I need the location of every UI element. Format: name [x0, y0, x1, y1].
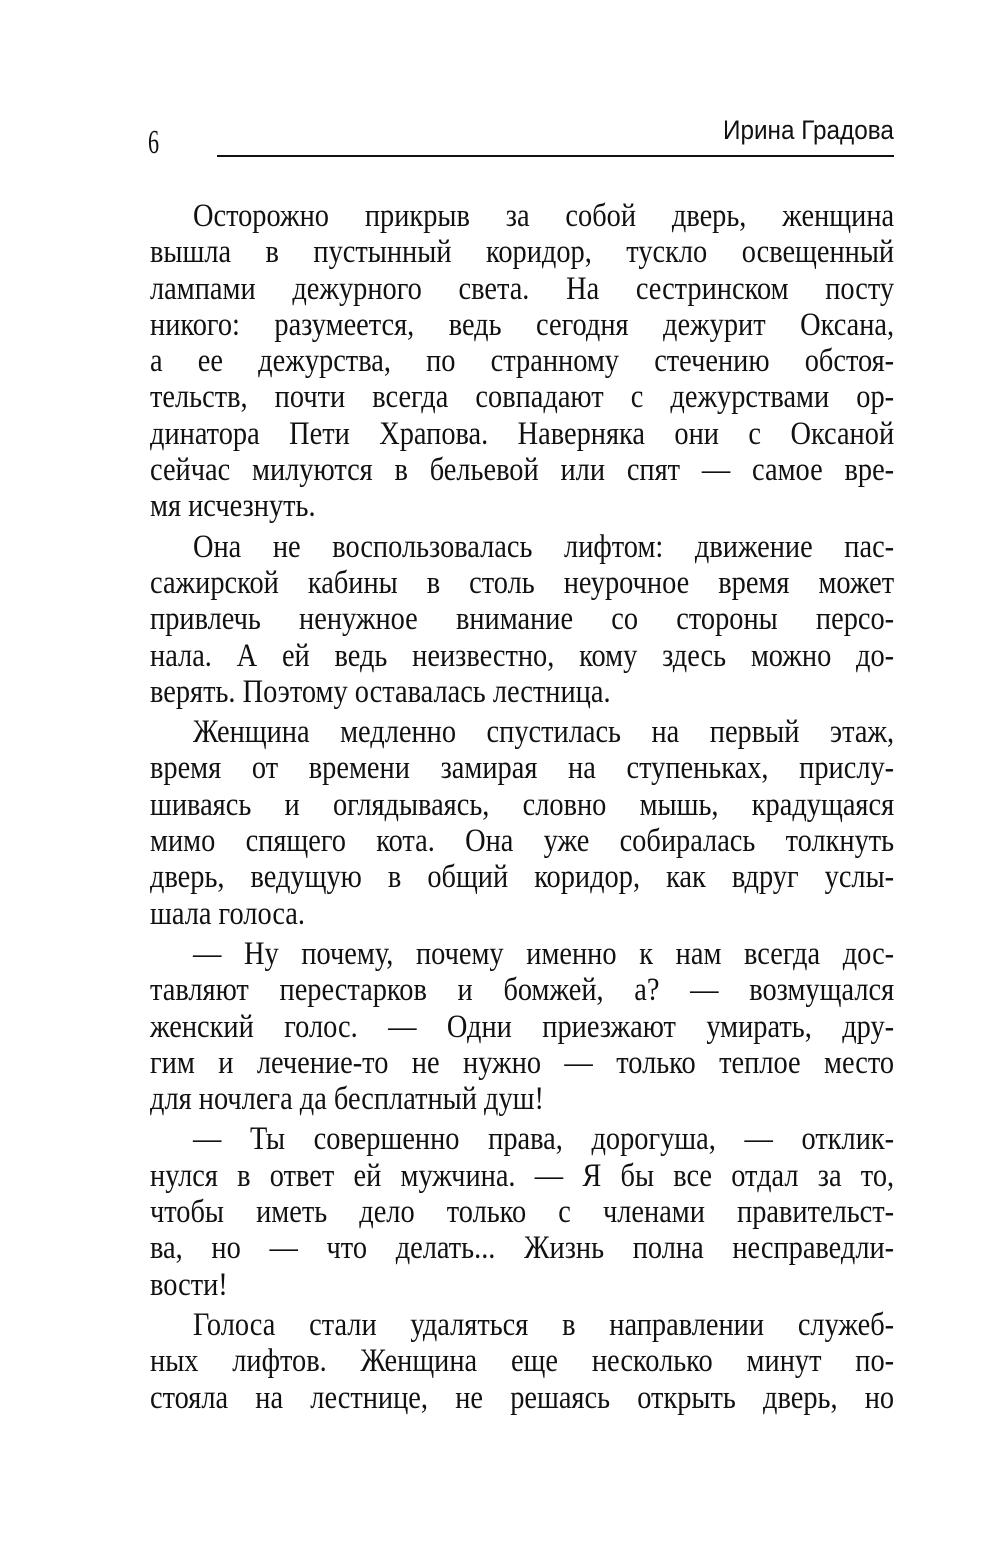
text-line: чтобы иметь дело только с членами правительст-: [150, 1194, 895, 1231]
text-line: — Ты совершенно права, дорогуша, — отклик-: [193, 1121, 895, 1158]
text-line: динатора Пети Храпова. Наверняка они с Оксаной: [150, 415, 895, 452]
text-line: вышла в пустынный коридор, тускло освещенный: [150, 234, 895, 271]
body-text: [150, 198, 894, 1416]
page-number: 6: [148, 124, 160, 161]
text-line: Осторожно прикрыв за собой дверь, женщина: [193, 198, 895, 234]
text-line: верять. Поэтому оставалась лестница.: [150, 673, 611, 710]
text-line: Женщина медленно спустилась на первый этаж,: [193, 714, 895, 751]
text-line: мя исчезнуть.: [150, 488, 316, 525]
text-line: вости!: [150, 1266, 228, 1303]
text-line: ва, но — что делать... Жизнь полна несправедли-: [150, 1230, 895, 1267]
text-line: время от времени замирая на ступеньках, прислу-: [150, 750, 895, 787]
text-line: Она не воспользовалась лифтом: движение пас-: [193, 528, 895, 565]
text-line: нулся в ответ ей мужчина. — Я бы все отдал за то,: [150, 1157, 895, 1194]
paragraph-4: [150, 936, 894, 1117]
text-line: тельств, почти всегда совпадают с дежурствами ор-: [150, 379, 895, 416]
text-line: тавляют перестарков и бомжей, а? — возмущался: [150, 972, 895, 1009]
running-head-author: Ирина Градова: [723, 115, 894, 145]
text-line: шала голоса.: [150, 895, 306, 932]
text-line: — Ну почему, почему именно к нам всегда дос-: [193, 935, 895, 972]
paragraph-1: [150, 198, 894, 525]
header-rule: [217, 155, 894, 157]
text-line: женский голос. — Одни приезжают умирать, дру-: [150, 1008, 895, 1045]
text-line: для ночлега да бесплатный душ!: [150, 1081, 544, 1118]
text-line: Голоса стали удаляться в направлении служеб-: [193, 1306, 895, 1343]
text-line: лампами дежурного света. На сестринском посту: [150, 270, 895, 307]
text-line: гим и лечение-то не нужно — только теплое место: [150, 1044, 895, 1081]
text-line: мимо спящего кота. Она уже собиралась толкнуть: [150, 823, 895, 860]
text-line: а ее дежурства, по странному стечению обстоя-: [150, 343, 895, 380]
paragraph-6: [150, 1307, 894, 1416]
text-line: нала. А ей ведь неизвестно, кому здесь можно до-: [150, 637, 895, 674]
text-line: шиваясь и оглядываясь, словно мышь, крадущаяся: [150, 786, 895, 823]
text-line: сейчас милуются в бельевой или спят — самое вре-: [150, 452, 895, 489]
text-line: сажирской кабины в столь неурочное время может: [150, 564, 895, 601]
paragraph-2: [150, 529, 894, 710]
paragraph-3: [150, 714, 894, 932]
text-line: стояла на лестнице, не решаясь открыть дверь, но: [150, 1379, 895, 1416]
text-line: дверь, ведущую в общий коридор, как вдруг услы-: [150, 859, 895, 896]
text-line: ных лифтов. Женщина еще несколько минут по-: [150, 1343, 895, 1380]
text-line: никого: разумеется, ведь сегодня дежурит Оксана,: [150, 306, 895, 343]
text-line: привлечь ненужное внимание со стороны персо-: [150, 601, 895, 638]
paragraph-5: [150, 1121, 894, 1302]
